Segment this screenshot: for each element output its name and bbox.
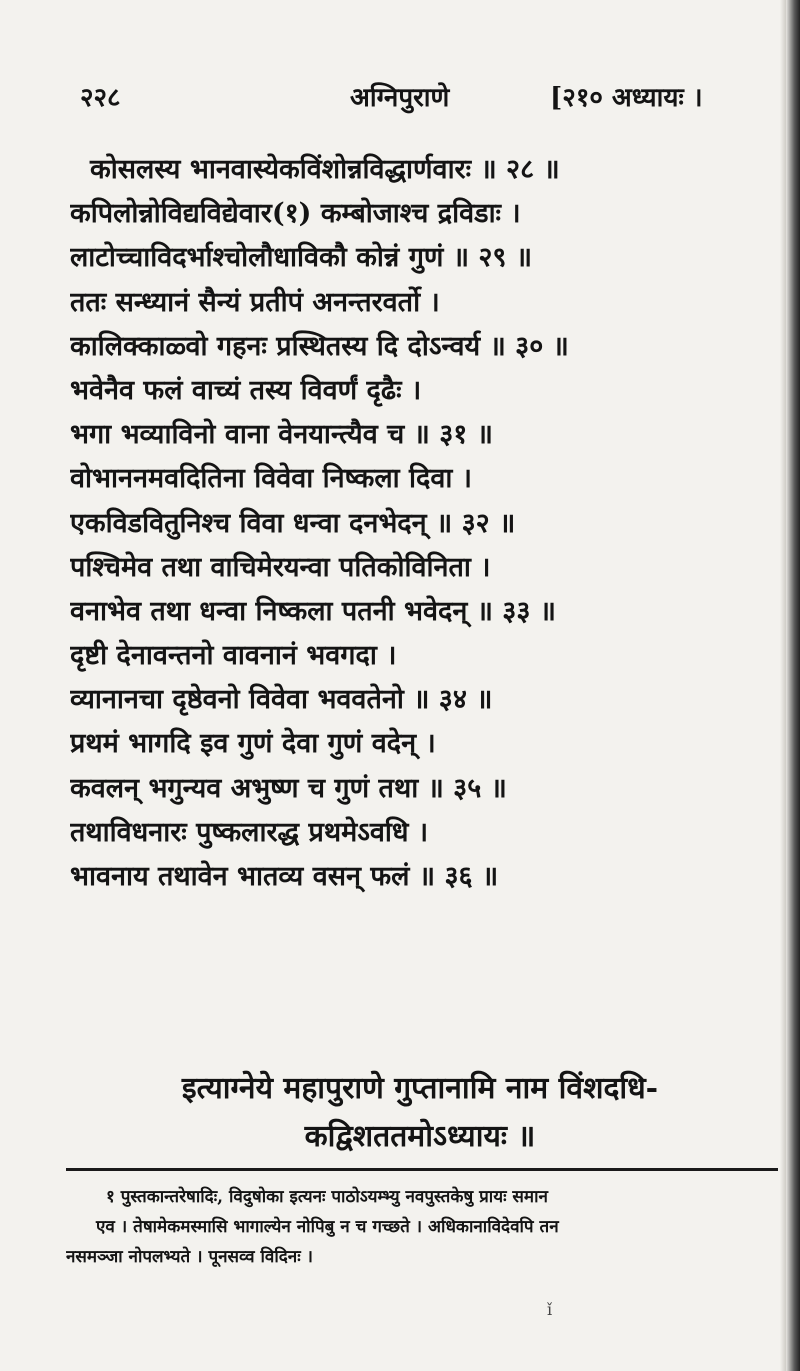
footnotes	[66, 1182, 778, 1272]
verse-line: व्यानानचा दृष्ठेवनो विवेवा भववतेनो ॥ ३४ ॥	[70, 684, 493, 716]
running-header	[80, 78, 780, 118]
chapter-reference: [२१० अध्यायः ।	[550, 83, 703, 113]
verse-line: कपिलोन्नोविद्यविद्येवार(१) कम्बोजाश्च द्रविडाः ।	[70, 198, 521, 230]
verse-line: वनाभेव तथा धन्वा निष्कला पतनी भवेदन् ॥ ३३ ॥	[70, 595, 556, 627]
running-title: अग्निपुराणे	[350, 83, 450, 113]
colophon-line: कद्विशततमोऽध्यायः ॥	[304, 1119, 536, 1154]
verse-line: एकविडवितुनिश्च विवा धन्वा दनभेदन् ॥ ३२ ॥	[70, 507, 516, 539]
colophon-line: इत्याग्नेये महापुराणे गुप्तानामि नाम विंशदधि-	[181, 1071, 659, 1106]
verse-line: प्रथमं भागदि इव गुणं देवा गुणं वदेन् ।	[70, 728, 436, 760]
verse-line: ततः सन्ध्यानं सैन्यं प्रतीपं अनन्तरवर्तो ।	[70, 286, 440, 318]
page-binding-edge	[786, 0, 800, 1371]
verse-line: भवेनैव फलं वाच्यं तस्य विवर्णं दृढैः ।	[70, 374, 422, 406]
verse-line: कालिक्काळ्वो गहनः प्रस्थितस्य दि दोऽन्वर्य ॥ ३० ॥	[70, 330, 569, 362]
verse-line: भावनाय तथावेन भातव्य वसन् फलं ॥ ३६ ॥	[70, 861, 499, 892]
page-number: २२८	[80, 83, 121, 113]
verse-block	[70, 148, 770, 899]
verse-line: तथाविधनारः पुष्कलारद्ध प्रथमेऽवधि ।	[70, 816, 429, 848]
chapter-colophon	[70, 1065, 770, 1161]
verse-line: भगा भव्याविनो वाना वेनयान्त्यैव च ॥ ३१ ॥	[70, 419, 493, 451]
footnote-line: १ पुस्तकान्तरेषादिः, विदुषोका इत्यनः पाठोऽयम्भ्यु नवपुस्तकेषु प्रायः समान	[106, 1187, 548, 1207]
verse-line: दृष्टी देनावन्तनो वावनानं भवगदा ।	[70, 640, 397, 672]
verse-line: वोभाननमवदितिना विवेवा निष्कला दिवा ।	[70, 463, 472, 495]
verse-line: कोसलस्य भानवास्येकविंशोन्नविद्धार्णवारः ॥ २८ ॥	[90, 154, 560, 185]
verse-line: लाटोच्चाविदर्भाश्चोलौधाविकौ कोन्नं गुणं ॥ २९ ॥	[70, 242, 533, 274]
stray-pencil-mark: ǐ	[547, 1300, 553, 1319]
footnote-divider	[66, 1168, 778, 1171]
footnote-line: एव । तेषामेकमस्मासि भागाल्येन नोपिबु न च गच्छते । अधिकानाविदेवपि तन	[96, 1217, 559, 1237]
verse-line: पश्चिमेव तथा वाचिमेरयन्वा पतिकोविनिता ।	[70, 551, 491, 583]
footnote-line: नसमञ्जा नोपलभ्यते । पूनसव्व विदिनः ।	[66, 1247, 313, 1267]
verse-line: कवलन् भगुन्यव अभुष्ण च गुणं तथा ॥ ३५ ॥	[70, 772, 507, 804]
